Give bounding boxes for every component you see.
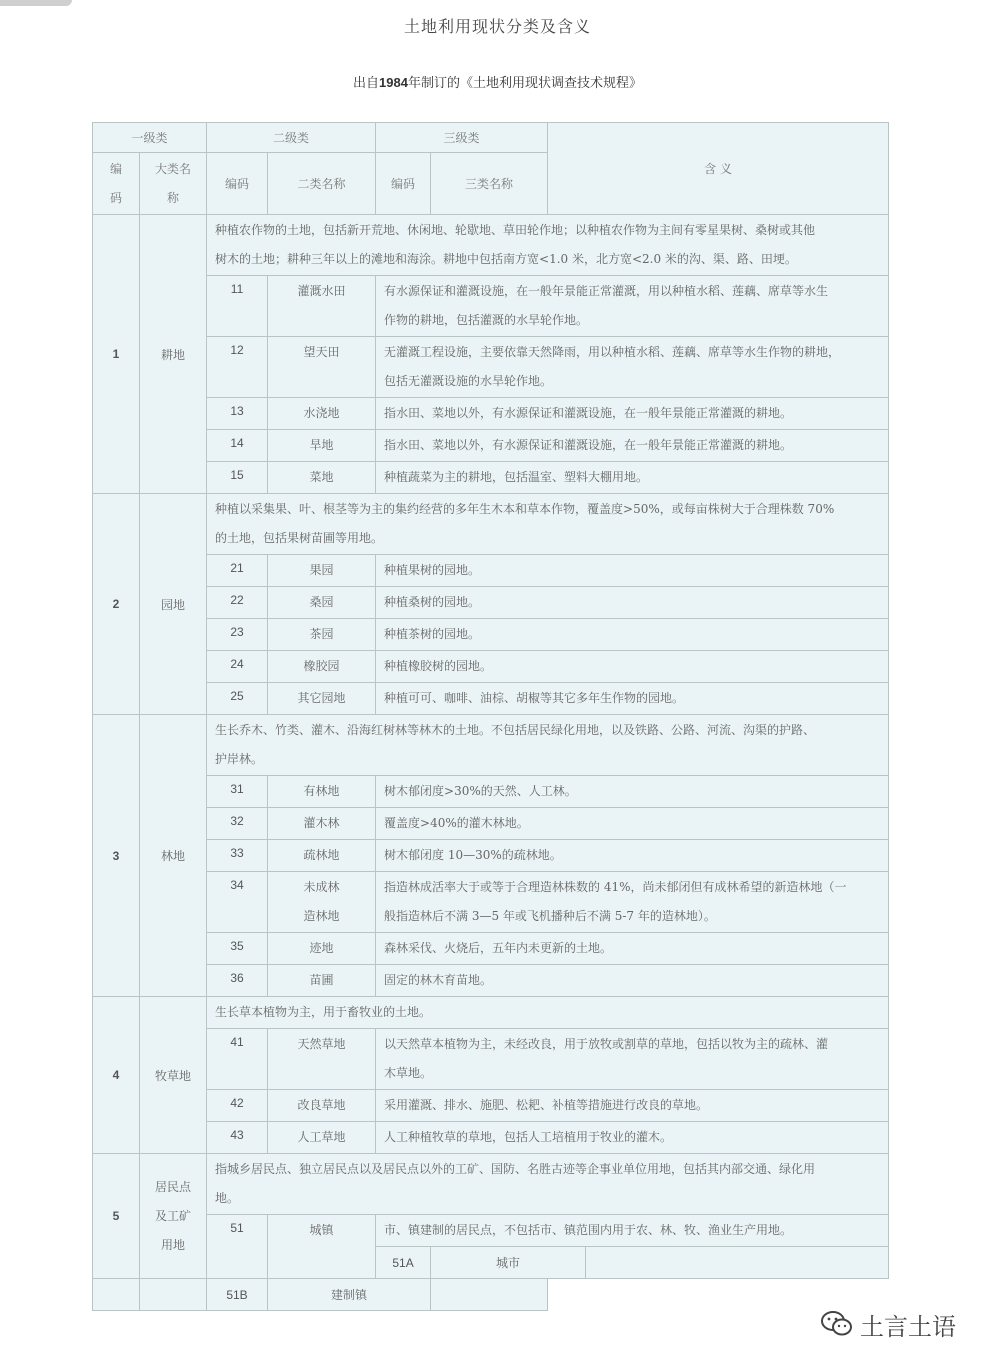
item-row [93,651,889,683]
text-line: 市、镇建制的居民点，不包括市、镇范围内用于农、林、牧、渔业生产用地。 [384,1223,793,1237]
empty-cell [140,1279,207,1311]
item-name: 有林地 [268,776,376,808]
item-name: 菜地 [268,462,376,494]
item-description [376,337,889,398]
group-description [207,1154,889,1215]
group-name: 牧草地 [140,997,207,1154]
item-name: 旱地 [268,430,376,462]
text-line: 般指造林后不满 3—5 年或飞机播种后不满 5-7 年的造林地）。 [384,909,716,923]
text-line: 指城乡居民点、独立居民点以及居民点以外的工矿、国防、名胜古迹等企事业单位用地，包括其内部交通、绿化用 [215,1162,816,1176]
group-code: 2 [93,494,140,715]
group-description [207,494,889,555]
item-row [93,337,889,398]
corner-tab [0,0,72,6]
item-description [376,933,889,965]
item-description [376,398,889,430]
text-line: 指水田、菜地以外，有水源保证和灌溉设施，在一般年景能正常灌溉的耕地。 [384,406,793,420]
item-code: 32 [207,808,268,840]
item-description [376,1090,889,1122]
text-line: 树木郁闭度>30%的天然、人工林。 [384,784,577,798]
header-code2: 编码 [207,153,268,215]
item-code: 15 [207,462,268,494]
text-line: 生长乔木、竹类、灌木、沿海红树林等林木的土地。不包括居民绿化用地，以及铁路、公路、河流、沟渠的护路、 [215,723,816,737]
text-line: 森林采伐、火烧后，五年内未更新的土地。 [384,941,613,955]
group-code: 4 [93,997,140,1154]
item-code: 41 [207,1029,268,1090]
item-code: 42 [207,1090,268,1122]
group-row [93,715,889,776]
text-line: 居民点 [155,1179,192,1194]
text-line: 种植橡胶树的园地。 [384,659,493,673]
item-description [376,808,889,840]
item-name: 迹地 [268,933,376,965]
item-row [93,555,889,587]
group-row [93,997,889,1029]
item-name: 橡胶园 [268,651,376,683]
item-code: 33 [207,840,268,872]
item-description [376,1029,889,1090]
item-row [93,462,889,494]
item-code: 34 [207,872,268,933]
item-code: 36 [207,965,268,997]
sub-item-code: 51B [207,1279,268,1311]
group-row [93,215,889,276]
group-name [140,1154,207,1279]
item-name [268,872,376,933]
sub-item-row [93,1279,889,1311]
header-code3: 编码 [376,153,431,215]
text-line: 覆盖度>40%的灌木林地。 [384,816,529,830]
item-code: 11 [207,276,268,337]
item-name: 苗圃 [268,965,376,997]
header-meaning: 含 义 [548,123,889,215]
item-name: 改良草地 [268,1090,376,1122]
text-line: 的土地，包括果树苗圃等用地。 [215,531,384,545]
item-description [376,776,889,808]
item-row [93,398,889,430]
text-line: 固定的林木育苗地。 [384,973,493,987]
item-row [93,776,889,808]
group-code: 5 [93,1154,140,1279]
sub-item-code: 51A [376,1247,431,1279]
item-name: 其它园地 [268,683,376,715]
header-name3: 三类名称 [431,153,548,215]
item-code: 24 [207,651,268,683]
item-code: 21 [207,555,268,587]
item-row [93,840,889,872]
item-code: 13 [207,398,268,430]
page-title: 土地利用现状分类及含义 [403,17,591,36]
item-row [93,276,889,337]
item-description [376,619,889,651]
item-row [93,587,889,619]
item-code: 31 [207,776,268,808]
text-line: 种植可可、咖啡、油棕、胡椒等其它多年生作物的园地。 [384,691,685,705]
text-line: 包括无灌溉设施的水旱轮作地。 [384,374,553,388]
text-line: 造林地 [303,909,340,923]
item-name: 桑园 [268,587,376,619]
item-row [93,872,889,933]
text-line: 指水田、菜地以外，有水源保证和灌溉设施，在一般年景能正常灌溉的耕地。 [384,438,793,452]
text-line: 护岸林。 [215,752,264,766]
item-code: 35 [207,933,268,965]
item-code: 14 [207,430,268,462]
group-name: 林地 [140,715,207,997]
sub-item-name: 城市 [431,1247,586,1279]
item-name: 望天田 [268,337,376,398]
item-name: 天然草地 [268,1029,376,1090]
header-major-name: 大类名 称 [140,153,207,215]
item-description [376,430,889,462]
item-name: 城镇 [268,1215,376,1279]
group-description [207,997,889,1029]
text-line: 指造林成活率大于或等于合理造林株数的 41%，尚未郁闭但有成林希望的新造林地（一 [384,880,847,894]
item-description [376,872,889,933]
item-description [376,651,889,683]
sub-item-name: 建制镇 [268,1279,431,1311]
item-row [93,808,889,840]
item-row [93,1215,889,1247]
item-code: 12 [207,337,268,398]
text-line: 种植果树的园地。 [384,563,481,577]
group-name: 耕地 [140,215,207,494]
text-line: 种植农作物的土地，包括新开荒地、休闲地、轮歇地、草田轮作地；以种植农作物为主间有零星果树、桑树或其他 [215,223,816,237]
item-description [376,587,889,619]
group-description [207,215,889,276]
item-name: 果园 [268,555,376,587]
empty-cell [93,1279,140,1311]
text-line: 树木郁闭度 10—30%的疏林地。 [384,848,562,862]
item-row [93,1122,889,1154]
item-name: 茶园 [268,619,376,651]
text-line: 以天然草本植物为主，未经改良，用于放牧或割草的草地，包括以牧为主的疏林、灌 [384,1037,829,1051]
text-line: 地。 [215,1191,240,1205]
group-row [93,1154,889,1215]
item-row [93,1029,889,1090]
item-name: 灌木林 [268,808,376,840]
text-line: 作物的耕地，包括灌溉的水旱轮作地。 [384,313,589,327]
item-row [93,933,889,965]
item-code: 51 [207,1215,268,1279]
item-row [93,1090,889,1122]
item-name: 疏林地 [268,840,376,872]
item-row [93,430,889,462]
header-level2: 二级类 [207,123,376,153]
wechat-icon [820,1309,854,1339]
text-line: 无灌溉工程设施，主要依靠天然降雨，用以种植水稻、莲藕、席草等水生作物的耕地， [384,345,841,359]
item-description [376,462,889,494]
item-description [376,840,889,872]
watermark-text: 土言土语 [860,1312,956,1341]
text-line: 生长草本植物为主，用于畜牧业的土地。 [215,1005,432,1019]
group-name: 园地 [140,494,207,715]
item-name: 灌溉水田 [268,276,376,337]
item-code: 22 [207,587,268,619]
empty-cell [586,1247,889,1279]
header-code: 编 码 [93,153,140,215]
item-name: 人工草地 [268,1122,376,1154]
text-line: 用地 [161,1237,186,1252]
text-line: 树木的土地；耕种三年以上的滩地和海涂。耕地中包括南方宽<1.0 米，北方宽<2.0 米的沟、渠、路、田埂。 [215,252,797,266]
text-line: 及工矿 [155,1208,192,1223]
item-description [376,683,889,715]
item-description [376,1215,889,1247]
watermark [820,1306,956,1342]
item-row [93,619,889,651]
item-code: 43 [207,1122,268,1154]
header-level1: 一级类 [93,123,207,153]
group-code: 1 [93,215,140,494]
item-code: 23 [207,619,268,651]
text-line: 种植以采集果、叶、根茎等为主的集约经营的多年生木本和草本作物，覆盖度>50%，或每亩株树大于合理株数 70% [215,502,835,516]
text-line: 种植茶树的园地。 [384,627,481,641]
text-line: 采用灌溉、排水、施肥、松耙、补植等措施进行改良的草地。 [384,1098,709,1112]
item-row [93,683,889,715]
item-row [93,965,889,997]
header-name2: 二类名称 [268,153,376,215]
text-line: 人工种植牧草的草地，包括人工培植用于牧业的灌木。 [384,1130,673,1144]
item-description [376,276,889,337]
land-use-table [92,122,889,1311]
page-subtitle: 出自1984年制订的《土地利用现状调查技术规程》 [353,75,642,91]
text-line: 未成林 [303,880,340,894]
header-level3: 三级类 [376,123,548,153]
group-description [207,715,889,776]
item-name: 水浇地 [268,398,376,430]
empty-cell [431,1279,548,1311]
text-line: 木草地。 [384,1066,433,1080]
item-description [376,555,889,587]
text-line: 有水源保证和灌溉设施，在一般年景能正常灌溉，用以种植水稻、莲藕、席草等水生 [384,284,829,298]
text-line: 种植蔬菜为主的耕地，包括温室、塑料大棚用地。 [384,470,649,484]
item-description [376,965,889,997]
item-description [376,1122,889,1154]
group-row [93,494,889,555]
item-code: 25 [207,683,268,715]
text-line: 种植桑树的园地。 [384,595,481,609]
group-code: 3 [93,715,140,997]
